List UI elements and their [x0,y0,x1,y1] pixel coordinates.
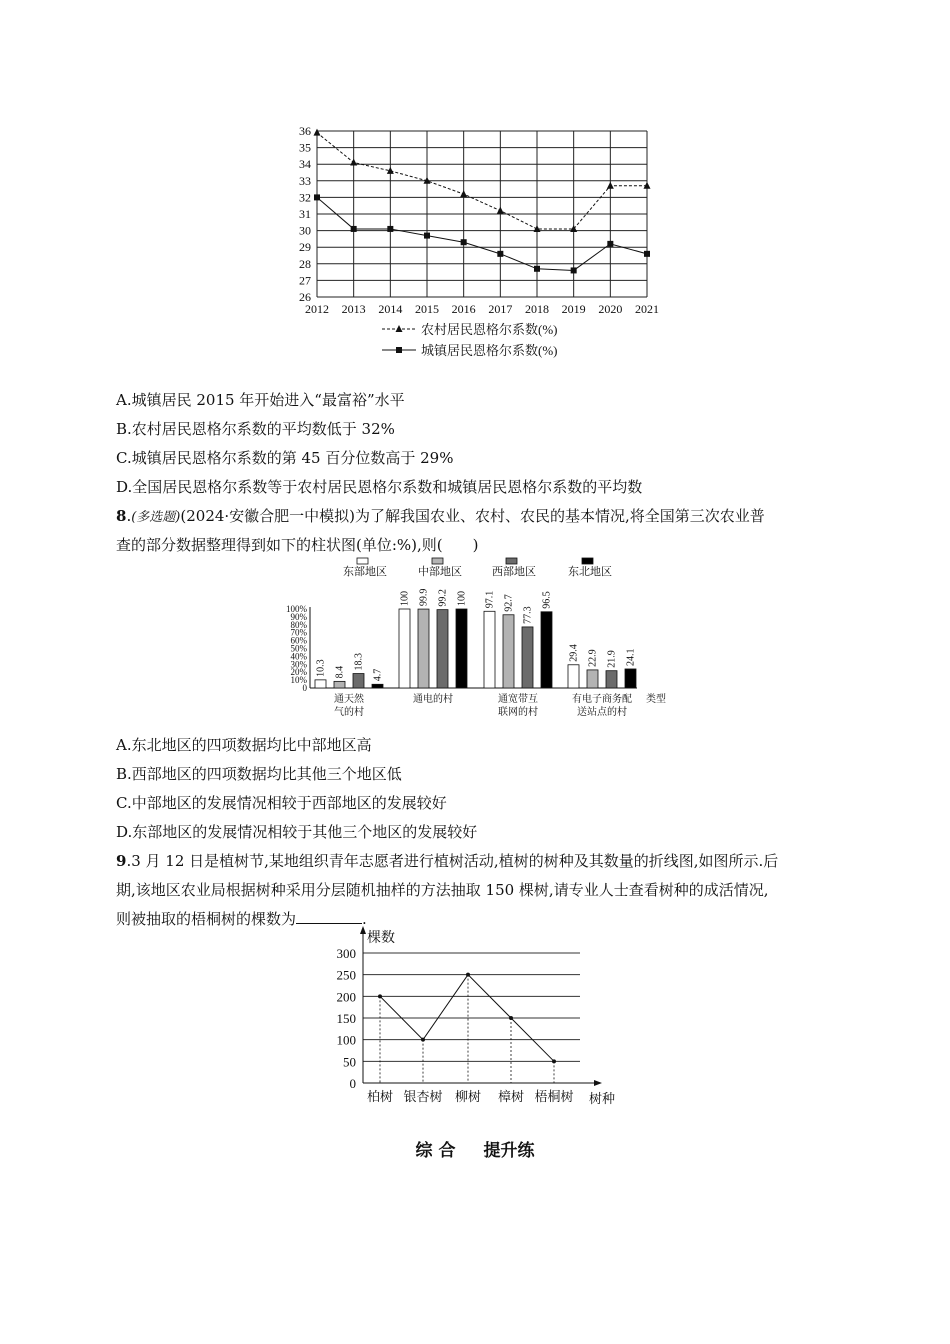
data-label: 100 [456,591,468,606]
data-label: 99.9 [418,588,430,607]
q9-stem-line-1: 9.3 月 12 日是植树节,某地组织青年志愿者进行植树活动,植树的树种及其数量的折线图,如图所示.后 [116,852,779,870]
x-tick-label: 2013 [341,302,366,316]
data-label: 18.3 [353,653,365,671]
category-label: 联网的村 [498,707,538,718]
legend-swatch [432,558,443,564]
legend-label: 东部地区 [343,566,387,578]
data-point-square [351,226,357,232]
y-tick-label: 90% [290,611,307,622]
data-point-square [607,241,613,247]
y-tick-label: 60% [290,635,307,646]
y-tick-label: 70% [290,627,307,638]
data-point [421,1038,425,1042]
legend-marker-triangle [396,325,403,332]
x-tick-label: 2020 [598,302,623,316]
y-tick-label: 36 [299,124,311,138]
y-tick-label: 30% [290,659,307,670]
legend-label: 中部地区 [418,566,462,578]
q9-number: 9 [116,852,127,870]
village-bar-chart [275,556,685,726]
data-label: 100 [399,591,411,606]
category-label: 银杏树 [403,1089,443,1104]
legend-marker-square [396,347,402,353]
legend-swatch [506,558,517,564]
bar [541,612,552,688]
category-label: 有电子商务配 [572,694,632,705]
bar [568,665,579,688]
y-tick-label: 20% [290,667,307,678]
data-label: 96.5 [541,591,553,609]
bar [372,684,383,688]
category-label: 樟树 [497,1089,525,1104]
y-tick-label: 30 [299,223,311,238]
q9-period: . [362,910,367,928]
q7-option-b: B.农村居民恩格尔系数的平均数低于 32% [116,420,395,438]
category-label: 通天然 [334,694,364,705]
data-label: 77.3 [522,606,534,624]
y-tick-label: 80% [290,619,307,630]
category-label: 梧桐树 [534,1089,574,1104]
engel-coefficient-line-chart [280,120,680,365]
legend-label: 城镇居民恩格尔系数(%) [421,343,558,358]
x-tick-label: 2012 [305,302,329,316]
y-tick-label: 300 [336,946,356,961]
legend-swatch [357,558,368,564]
data-label: 29.4 [568,644,580,662]
data-point-square [424,233,430,239]
section-heading [0,1136,950,1161]
bar [399,609,410,688]
q8-option-b: B.西部地区的四项数据均比其他三个地区低 [116,765,402,783]
q9-answer-blank [296,909,362,924]
bar [503,615,514,688]
data-point-triangle [497,207,504,214]
y-tick-label: 31 [299,207,311,221]
q8-stem-line-1: 8.(多选题)(2024·安徽合肥一中模拟)为了解我国农业、农村、农民的基本情况,将全国第三次农业普 [116,507,765,525]
data-point [509,1016,513,1020]
q8-stem-line-2: 查的部分数据整理得到如下的柱状图(单位:%),则( ) [116,536,479,554]
data-point-triangle [350,159,357,166]
x-tick-label: 2016 [451,302,476,316]
category-label: 柏树 [366,1089,394,1104]
x-axis-title: 类型 [646,694,666,705]
data-point-square [644,251,650,257]
q8-stem-text: (2024·安徽合肥一中模拟)为了解我国农业、农村、农民的基本情况,将全国第三次农业普 [180,507,765,525]
legend-label: 西部地区 [492,566,536,578]
data-label: 10.3 [315,659,327,677]
y-tick-label: 10% [290,675,307,686]
q8-option-d: D.东部地区的发展情况相较于其他三个地区的发展较好 [116,823,478,841]
data-label: 22.9 [587,649,599,667]
y-axis-title: 棵数 [367,931,395,946]
bar [456,609,467,688]
bar [353,674,364,688]
tree-count-line-chart [325,925,635,1110]
data-label: 97.1 [484,590,496,609]
section-heading-left: 综 合 [415,1141,456,1161]
bar [418,609,429,688]
y-tick-label: 50% [290,643,307,654]
y-tick-label: 28 [299,256,311,271]
q8-tag: (多选题) [131,510,181,525]
y-tick-label: 150 [336,1011,356,1026]
y-tick-label: 200 [336,989,356,1005]
data-point-square [461,239,467,245]
data-label: 99.2 [437,589,449,607]
q8-option-a: A.东北地区的四项数据均比中部地区高 [116,736,372,754]
q8-number: 8 [116,507,127,525]
data-label: 8.4 [334,665,346,679]
bar [522,627,533,688]
bar [484,611,495,688]
section-heading-right: 提升练 [483,1141,535,1161]
data-point-triangle [607,182,614,189]
legend-label: 东北地区 [568,566,612,578]
legend-label: 农村居民恩格尔系数(%) [421,322,558,337]
y-tick-label: 29 [299,240,311,255]
y-tick-label: 33 [299,173,311,188]
data-point [552,1059,556,1063]
data-point [466,973,470,977]
q9-stem-text-3: 则被抽取的梧桐树的棵数为 [116,910,297,928]
q9-stem-line-2: 期,该地区农业局根据树种采用分层随机抽样的方法抽取 150 棵树,请专业人士查看树种的成活情况, [116,881,769,899]
y-tick-label: 26 [299,290,311,304]
y-tick-label: 35 [299,140,311,155]
bar [606,671,617,688]
q7-option-c: C.城镇居民恩格尔系数的第 45 百分位数高于 29% [116,449,454,467]
y-tick-label: 27 [299,273,311,288]
data-point-square [571,267,577,273]
category-label: 柳树 [454,1089,482,1104]
bar [587,670,598,688]
data-label: 24.1 [625,648,637,666]
bar [625,669,636,688]
y-tick-label: 250 [336,967,356,983]
x-tick-label: 2019 [561,302,586,316]
y-tick-label: 40% [290,651,307,662]
y-tick-label: 100% [286,604,307,614]
x-tick-label: 2017 [488,302,513,316]
x-axis-arrow [594,1080,602,1086]
y-axis-arrow [360,926,366,934]
bar [437,610,448,688]
data-label: 4.7 [372,668,384,682]
q7-option-a: A.城镇居民 2015 年开始进入“最富裕”水平 [116,391,405,409]
data-point-square [387,226,393,232]
bar [315,680,326,688]
data-point-triangle [460,190,467,197]
category-label: 通电的村 [413,694,453,705]
q7-option-d: D.全国居民恩格尔系数等于农村居民恩格尔系数和城镇居民恩格尔系数的平均数 [116,478,643,496]
data-point-square [314,194,320,200]
x-tick-label: 2018 [525,302,549,316]
bar [334,681,345,688]
x-tick-label: 2015 [415,302,439,316]
data-point-square [534,266,540,272]
y-tick-label: 0 [302,683,307,693]
x-axis-title: 树种 [589,1091,616,1106]
category-label: 通宽带互 [498,694,538,705]
y-tick-label: 32 [299,190,311,205]
series-line-2 [317,197,647,270]
q8-option-c: C.中部地区的发展情况相较于西部地区的发展较好 [116,794,447,812]
data-point-square [497,251,503,257]
y-tick-label: 50 [343,1054,356,1070]
data-label: 21.9 [606,650,618,668]
data-label: 92.7 [503,594,515,612]
q9-stem-text: 3 月 12 日是植树节,某地组织青年志愿者进行植树活动,植树的树种及其数量的折线图,如图所示.后 [131,852,779,870]
y-tick-label: 100 [336,1032,356,1048]
category-label: 气的村 [334,707,364,718]
x-tick-label: 2021 [635,302,659,316]
x-tick-label: 2014 [378,302,403,316]
data-point-triangle [314,129,321,136]
category-label: 送站点的村 [577,707,627,718]
data-point [378,994,382,998]
y-tick-label: 34 [299,157,311,172]
y-tick-label: 0 [349,1076,356,1091]
legend-swatch [582,558,593,564]
